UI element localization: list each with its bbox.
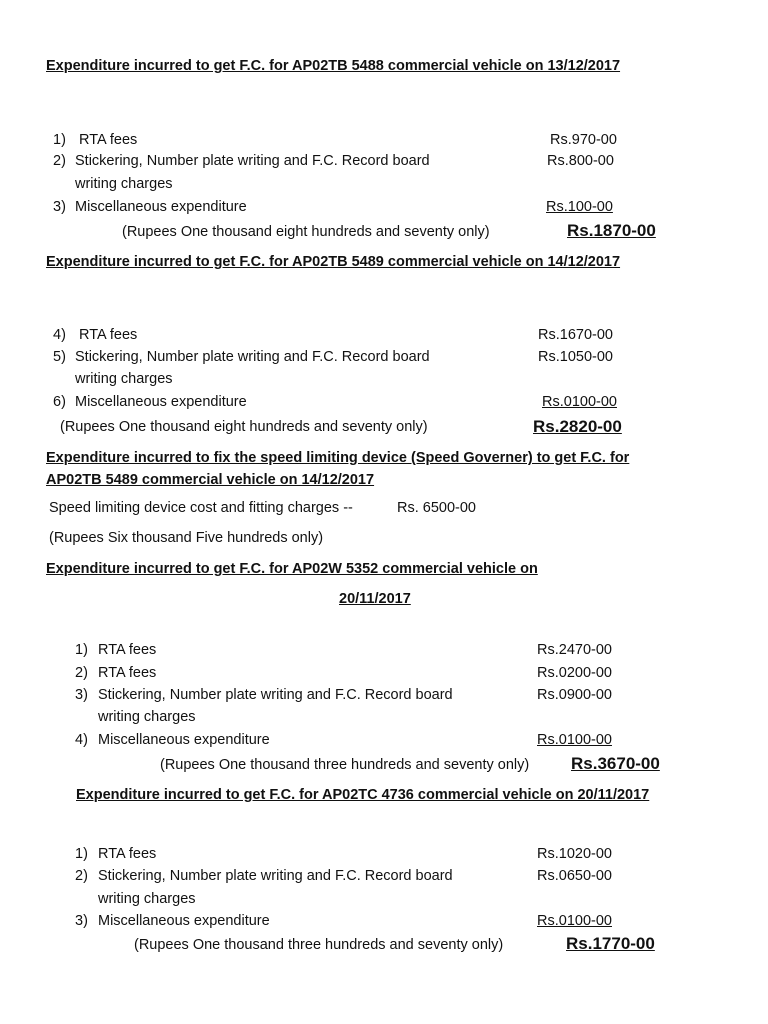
item-number: 1) <box>53 132 66 148</box>
item-label: Stickering, Number plate writing and F.C. Record board <box>98 868 453 884</box>
item-label-continued: writing charges <box>98 709 196 725</box>
amount-in-words: (Rupees One thousand eight hundreds and seventy only) <box>122 224 490 240</box>
item-label: RTA fees <box>98 665 157 681</box>
section-3-heading-line2: AP02TB 5489 commercial vehicle on 14/12/2017 <box>46 472 375 488</box>
speed-device-line: Speed limiting device cost and fitting charges -- <box>49 500 353 516</box>
item-number: 6) <box>53 394 66 410</box>
item-amount: Rs.1670-00 <box>538 327 613 343</box>
section-total: Rs.3670-00 <box>571 754 660 773</box>
item-label: RTA fees <box>98 642 157 658</box>
speed-device-amount: Rs. 6500-00 <box>397 500 476 516</box>
item-label: RTA fees <box>79 327 138 343</box>
amount-in-words: (Rupees Six thousand Five hundreds only) <box>49 530 324 546</box>
item-number: 2) <box>75 665 88 681</box>
item-label: Miscellaneous expenditure <box>75 394 247 410</box>
section-4-heading-line1: Expenditure incurred to get F.C. for AP02W 5352 commercial vehicle on <box>46 561 538 577</box>
item-amount: Rs.0100-00 <box>542 394 617 410</box>
item-amount: Rs.0100-00 <box>537 913 612 929</box>
item-amount: Rs.0650-00 <box>537 868 612 884</box>
section-4-heading-line2: 20/11/2017 <box>339 591 411 607</box>
item-amount: Rs.0100-00 <box>537 732 612 748</box>
section-total: Rs.1770-00 <box>566 934 655 953</box>
item-amount: Rs.100-00 <box>546 199 613 215</box>
item-label: RTA fees <box>79 132 138 148</box>
section-1-heading: Expenditure incurred to get F.C. for AP02TB 5488 commercial vehicle on 13/12/2017 <box>46 58 621 74</box>
item-label: RTA fees <box>98 846 157 862</box>
item-label: Miscellaneous expenditure <box>98 913 270 929</box>
item-number: 4) <box>75 732 88 748</box>
item-amount: Rs.1020-00 <box>537 846 612 862</box>
item-label: Stickering, Number plate writing and F.C. Record board <box>75 349 430 365</box>
item-number: 2) <box>53 153 66 169</box>
item-number: 3) <box>75 687 88 703</box>
section-5-heading: Expenditure incurred to get F.C. for AP02TC 4736 commercial vehicle on 20/11/2017 <box>76 787 650 803</box>
item-number: 3) <box>53 199 66 215</box>
item-number: 1) <box>75 846 88 862</box>
item-amount: Rs.970-00 <box>550 132 617 148</box>
item-label-continued: writing charges <box>75 371 173 387</box>
item-amount: Rs.1050-00 <box>538 349 613 365</box>
amount-in-words: (Rupees One thousand three hundreds and seventy only) <box>160 757 530 773</box>
item-label: Stickering, Number plate writing and F.C. Record board <box>75 153 430 169</box>
item-label-continued: writing charges <box>98 891 196 907</box>
amount-in-words: (Rupees One thousand eight hundreds and seventy only) <box>60 419 428 435</box>
section-2-heading: Expenditure incurred to get F.C. for AP02TB 5489 commercial vehicle on 14/12/2017 <box>46 254 621 270</box>
item-label: Miscellaneous expenditure <box>75 199 247 215</box>
item-amount: Rs.2470-00 <box>537 642 612 658</box>
item-number: 3) <box>75 913 88 929</box>
item-number: 4) <box>53 327 66 343</box>
item-amount: Rs.800-00 <box>547 153 614 169</box>
item-number: 2) <box>75 868 88 884</box>
section-3-heading-line1: Expenditure incurred to fix the speed limiting device (Speed Governer) to get F.C. for <box>46 450 630 466</box>
item-amount: Rs.0900-00 <box>537 687 612 703</box>
item-amount: Rs.0200-00 <box>537 665 612 681</box>
section-total: Rs.1870-00 <box>567 221 656 240</box>
item-number: 1) <box>75 642 88 658</box>
item-label-continued: writing charges <box>75 176 173 192</box>
item-label: Miscellaneous expenditure <box>98 732 270 748</box>
amount-in-words: (Rupees One thousand three hundreds and seventy only) <box>134 937 504 953</box>
item-number: 5) <box>53 349 66 365</box>
section-total: Rs.2820-00 <box>533 417 622 436</box>
item-label: Stickering, Number plate writing and F.C. Record board <box>98 687 453 703</box>
